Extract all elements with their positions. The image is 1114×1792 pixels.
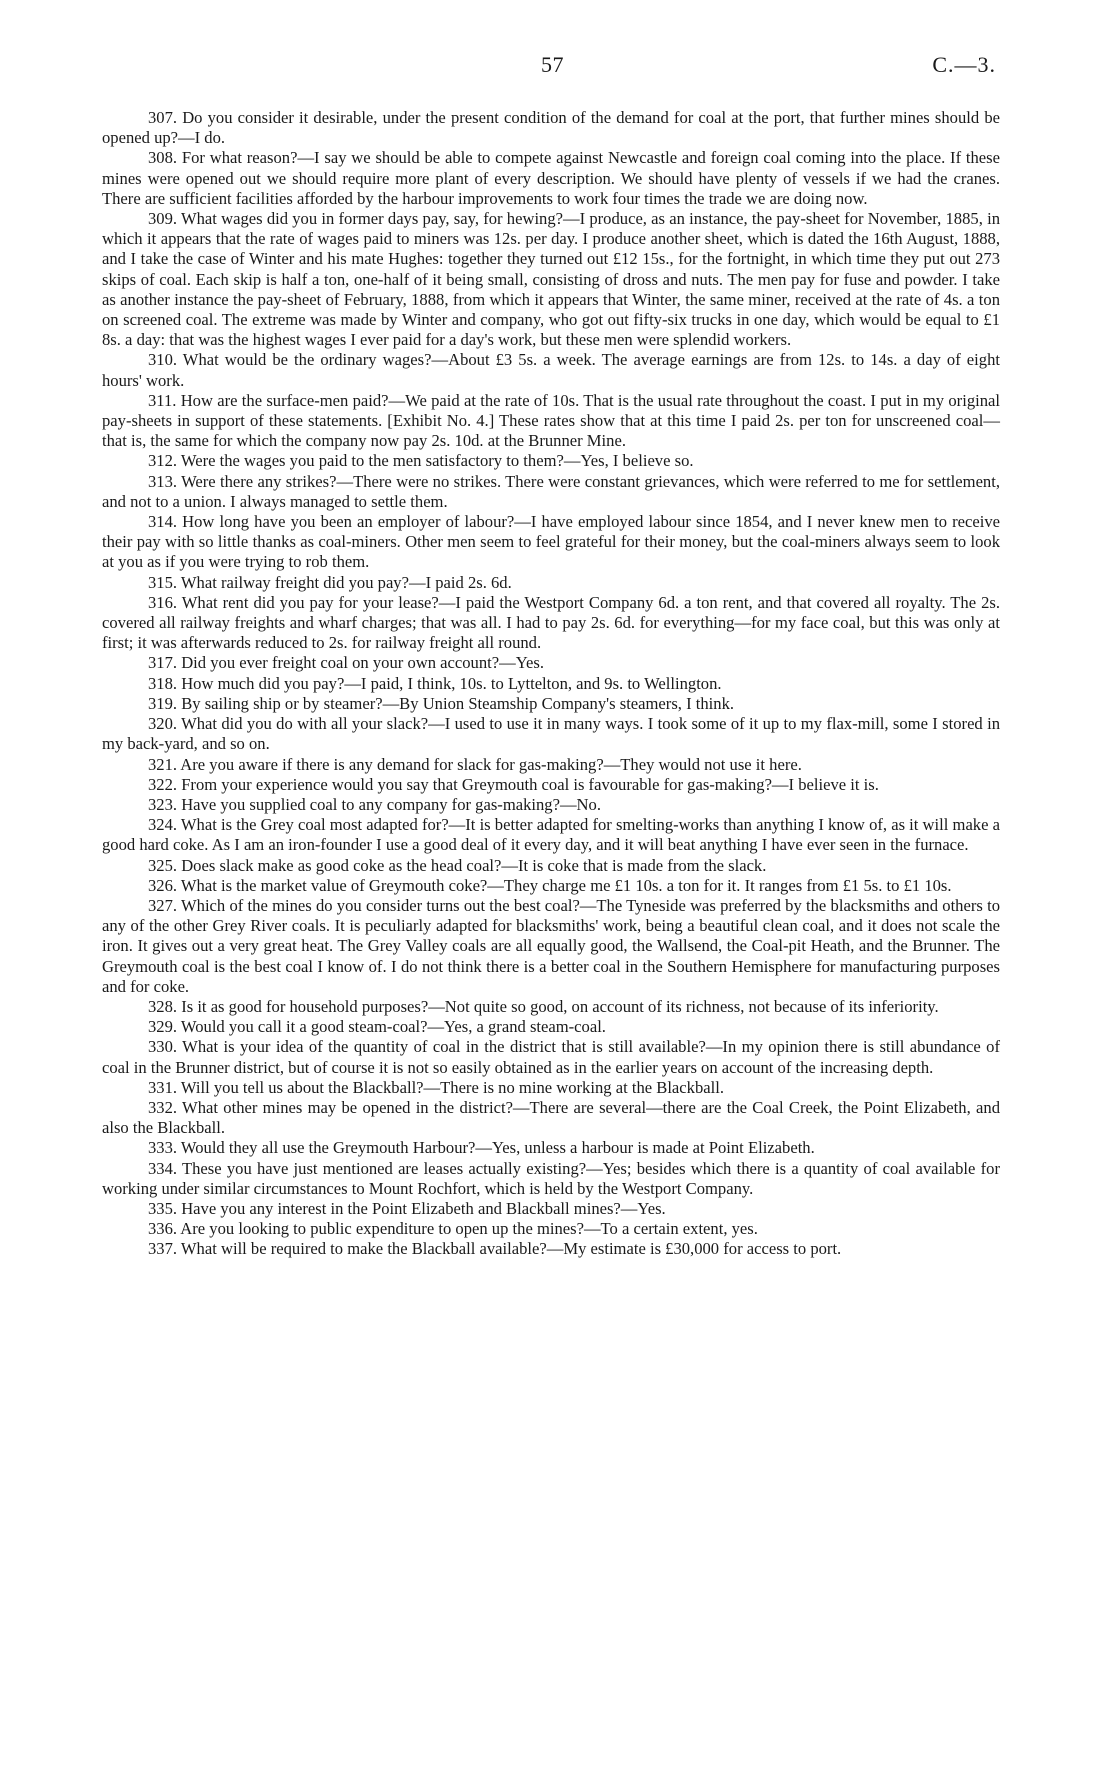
question-answer-337: 337. What will be required to make the Blackball available?—My estimate is £30,000 for access to port. bbox=[148, 1239, 842, 1259]
question-answer-333: 333. Would they all use the Greymouth Harbour?—Yes, unless a harbour is made at Point Elizabeth. bbox=[148, 1138, 815, 1158]
question-answer-307: 307. Do you consider it desirable, under the present condition of the demand for coal at the port, that further mines should be opened up?—I do. bbox=[102, 108, 1000, 148]
question-answer-319: 319. By sailing ship or by steamer?—By Union Steamship Company's steamers, I think. bbox=[148, 693, 735, 713]
question-answer-323: 323. Have you supplied coal to any company for gas-making?—No. bbox=[148, 794, 601, 814]
question-answer-313: 313. Were there any strikes?—There were no strikes. There were constant grievances, which were referred to me for settlement, and not to a union. I always managed to settle them. bbox=[102, 471, 1000, 511]
question-answer-308: 308. For what reason?—I say we should be able to compete against Newcastle and foreign coal coming into the place. If these mines were opened out we should require more plant of every description. We should have plenty of vessels if we had the cranes. There are sufficient facilities afforded by the harbour improvements to work four times the trade we are doing now. bbox=[102, 148, 1000, 208]
question-answer-332: 332. What other mines may be opened in the district?—There are several—there are the Coal Creek, the Point Elizabeth, and also the Blackball. bbox=[102, 1097, 1000, 1138]
question-answer-335: 335. Have you any interest in the Point Elizabeth and Blackball mines?—Yes. bbox=[148, 1198, 666, 1218]
document-reference: C.—3. bbox=[932, 52, 996, 77]
question-answer-325: 325. Does slack make as good coke as the head coal?—It is coke that is made from the slack. bbox=[148, 855, 767, 875]
page-header bbox=[0, 52, 1114, 86]
question-answer-315: 315. What railway freight did you pay?—I paid 2s. 6d. bbox=[148, 572, 512, 592]
question-answer-310: 310. What would be the ordinary wages?—About £3 5s. a week. The average earnings are from 12s. to 14s. a day of eight hours' work. bbox=[102, 350, 1000, 390]
page-number: 57 bbox=[541, 52, 564, 77]
question-answer-311: 311. How are the surface-men paid?—We paid at the rate of 10s. That is the usual rate throughout the coast. I put in my original pay-sheets in support of these statements. [Exhibit No. 4.] These rates show that at this time I paid 2s. per ton for unscreened coal—that is, the same for which the company now pay 2s. 10d. at the Brunner Mine. bbox=[102, 390, 1000, 451]
question-answer-336: 336. Are you looking to public expenditure to open up the mines?—To a certain extent, yes. bbox=[148, 1219, 758, 1239]
question-answer-327: 327. Which of the mines do you consider turns out the best coal?—The Tyneside was preferred by the blacksmiths and others to any of the other Grey River coals. It is peculiarly adapted for blacksmiths' work, being a beautiful clean coal, and it does not scale the iron. It gives out a very great heat. The Grey Valley coals are all equally good, the Wallsend, the Coal-pit Heath, and the Brunner. The Greymouth coal is the best coal I know of. I do not think there is a better coal in the Southern Hemisphere for manufacturing purposes and for coke. bbox=[102, 895, 1000, 996]
question-answer-330: 330. What is your idea of the quantity of coal in the district that is still available?—In my opinion there is still abundance of coal in the Brunner district, but of course it is not so easily obtained as in the earlier years on account of the increasing depth. bbox=[102, 1037, 1000, 1077]
question-answer-314: 314. How long have you been an employer of labour?—I have employed labour since 1854, and I never knew men to receive their pay with so little thanks as coal-miners. Other men seem to feel grateful for their money, but the coal-miners always seem to look at you as if you were trying to rob them. bbox=[102, 512, 1000, 572]
question-answer-318: 318. How much did you pay?—I paid, I think, 10s. to Lyttelton, and 9s. to Wellington. bbox=[148, 673, 722, 693]
question-answer-329: 329. Would you call it a good steam-coal?—Yes, a grand steam-coal. bbox=[148, 1017, 606, 1037]
question-answer-331: 331. Will you tell us about the Blackball?—There is no mine working at the Blackball. bbox=[148, 1077, 724, 1097]
question-answer-316: 316. What rent did you pay for your lease?—I paid the Westport Company 6d. a ton rent, and that covered all royalty. The 2s. covered all railway freights and wharf charges; that was all. I had to pay 2s. 6d. for everything—for my face coal, but this was only at first; it was afterwards reduced to 2s. for railway freight all round. bbox=[102, 592, 1000, 653]
question-answer-309: 309. What wages did you in former days pay, say, for hewing?—I produce, as an instance, the pay-sheet for November, 1885, in which it appears that the rate of wages paid to miners was 12s. per day. I produce another sheet, which is dated the 16th August, 1888, and I take the case of Winter and his mate Hughes: together they turned out £12 15s., for the fortnight, in which time they put out 273 skips of coal. Each skip is half a ton, one-half of it being small, consisting of dross and nuts. The men pay for fuse and powder. I take as another instance the pay-sheet of February, 1888, from which it appears that Winter, the same miner, received at the rate of 4s. a ton on screened coal. The extreme was made by Winter and company, who got out fifty-six trucks in one day, which would be equal to £1 8s. a day: that was the highest wages I ever paid for a day's work, but these men were splendid workers. bbox=[102, 209, 1000, 350]
question-answer-334: 334. These you have just mentioned are leases actually existing?—Yes; besides which there is a quantity of coal available for working under similar circumstances to Mount Rochfort, which is held by the Westport Company. bbox=[102, 1158, 1000, 1198]
question-answer-328: 328. Is it as good for household purposes?—Not quite so good, on account of its richness, not because of its inferiority. bbox=[148, 996, 939, 1016]
minutes-of-evidence bbox=[102, 108, 1000, 1260]
question-answer-324: 324. What is the Grey coal most adapted for?—It is better adapted for smelting-works than anything I know of, as it will make a good hard coke. As I am an iron-founder I use a good deal of it every day, and it will beat anything I have ever seen in the furnace. bbox=[102, 815, 1000, 855]
question-answer-322: 322. From your experience would you say that Greymouth coal is favourable for gas-making?—I believe it is. bbox=[148, 774, 879, 794]
question-answer-317: 317. Did you ever freight coal on your own account?—Yes. bbox=[148, 653, 545, 673]
question-answer-312: 312. Were the wages you paid to the men satisfactory to them?—Yes, I believe so. bbox=[148, 451, 694, 471]
question-answer-326: 326. What is the market value of Greymouth coke?—They charge me £1 10s. a ton for it. It ranges from £1 5s. to £1 10s. bbox=[148, 875, 952, 895]
question-answer-320: 320. What did you do with all your slack?—I used to use it in many ways. I took some of it up to my flax-mill, some I stored in my back-yard, and so on. bbox=[102, 714, 1000, 754]
question-answer-321: 321. Are you aware if there is any demand for slack for gas-making?—They would not use it here. bbox=[148, 754, 802, 774]
